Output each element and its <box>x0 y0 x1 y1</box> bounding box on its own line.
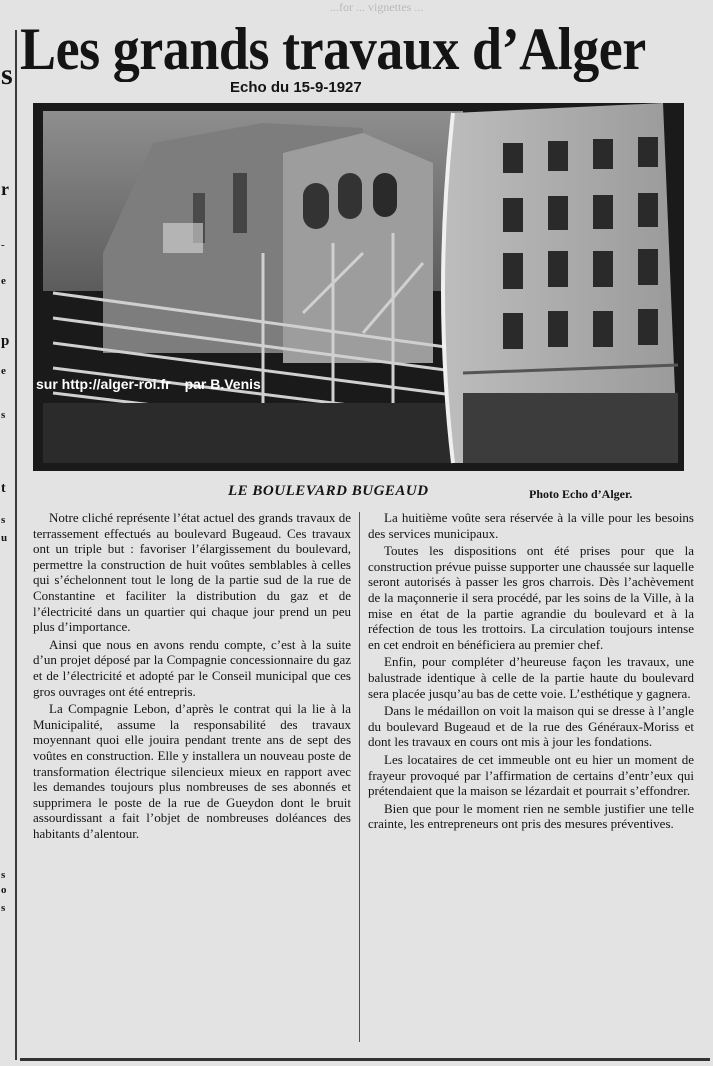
fragment-char: u <box>1 532 8 544</box>
fragment-char: r <box>1 179 9 199</box>
excavation <box>43 403 463 463</box>
fragment-char: e <box>1 365 6 377</box>
photo-caption: LE BOULEVARD BUGEAUD <box>228 483 429 499</box>
article-column-right <box>368 510 694 1050</box>
paragraph: Les locataires de cet immeuble ont eu hier un moment de frayeur provoqué par l’affirmation de certains d’entr’eux qui prétendaient que la maison se lézardait et pourrait s’effondrer. <box>368 751 694 799</box>
headline: Les grands travaux d’Alger <box>20 16 646 82</box>
fragment-char: s <box>1 514 6 526</box>
medallion-house <box>443 103 678 463</box>
column-divider-left <box>15 30 17 1060</box>
fragment-char: s <box>1 869 6 881</box>
dateline: Echo du 15-9-1927 <box>230 79 362 96</box>
paragraph: Ainsi que nous en avons rendu compte, c’est à la suite d’un projet déposé par la Compagnie concessionnaire du gaz et de l’électricité et adopté par le Conseil municipal que ces gros ouvrages ont été entrepris. <box>33 636 351 699</box>
watermark-author: par B.Venis <box>184 376 261 392</box>
paragraph: Notre cliché représente l’état actuel des grands travaux de terrassement effectués au boulevard Bugeaud. Ces travaux ont un triple but : favoriser l’élargissement du boulevard, permettre la construction de huit voûtes semblables à celles qui s’échelonnent tout le long de la partie sud de la rue de Constantine et faciliter la distribution du gaz et de l’électricité dans un quartier qui chaque jour prend un peu plus d’importance. <box>33 510 351 635</box>
paragraph: La Compagnie Lebon, d’après le contrat qui la lie à la Municipalité, assume la responsabilité des travaux moyennant quoi elle jouira pendant trente ans de sept des voûtes en construction. Elle y installera un nouveau poste de transformation électrique silencieux mieux en rapport avec les demandes toujours plus nombreuses de ses abonnés et supprimera le poste de la rue de Gueydon dont le bruit assourdissant a fait l’objet de nombreuses doléances des habitants d’alentour. <box>33 701 351 841</box>
watermark <box>36 376 261 392</box>
paragraph: Enfin, pour compléter d’heureuse façon les travaux, une balustrade identique à celle de la partie haute du boulevard sera placée jusqu’au bas de cette voie. L’esthétique y gagnera. <box>368 654 694 701</box>
street-buildings <box>103 123 433 363</box>
fragment-char: p <box>1 333 10 349</box>
paragraph: La huitième voûte sera réservée à la ville pour les besoins des services municipaux. <box>368 510 694 541</box>
fragment-char: t <box>1 481 6 496</box>
fragment-char: e <box>1 275 6 287</box>
fragment-char: s <box>1 409 6 421</box>
bottom-rule <box>20 1058 710 1061</box>
fragment-char: s <box>1 58 13 91</box>
fragment-char: s <box>1 902 6 914</box>
column-divider <box>359 512 360 1042</box>
photo-credit: Photo Echo d’Alger. <box>529 487 633 501</box>
paragraph: Dans le médaillon on voit la maison qui se dresse à l’angle du boulevard Bugeaud et de la rue des Généraux-Moriss et dont les travaux en cours ont mis à jour les fondations. <box>368 703 694 750</box>
fragment-char: o <box>1 884 7 896</box>
fragment-char: - <box>1 239 5 251</box>
watermark-site: sur http://alger-roi.fr <box>36 376 171 392</box>
paragraph: Bien que pour le moment rien ne semble justifier une telle crainte, les entrepreneurs ont pris des mesures préventives. <box>368 800 694 832</box>
photo-boulevard-bugeaud <box>33 103 684 471</box>
paragraph: Toutes les dispositions ont été prises pour que la construction prévue puisse supporter une chaussée sur laquelle seront autorisés à passer les gros charrois. Dès l’achèvement de la maçonnerie il sera procédé, par les soins de la Ville, à la mise en état de la partie agrandie du boulevard et à la réfection de tous les trottoirs. La circulation toujours intense en cet endroit en bénéficiera au premier chef. <box>368 543 694 652</box>
article-column-left <box>33 510 351 1050</box>
neighbour-column-fragment <box>0 0 14 1066</box>
neighbour-article-fragment-top: ...for ... vignettes ... <box>330 0 424 14</box>
photo-illustration <box>33 103 684 471</box>
